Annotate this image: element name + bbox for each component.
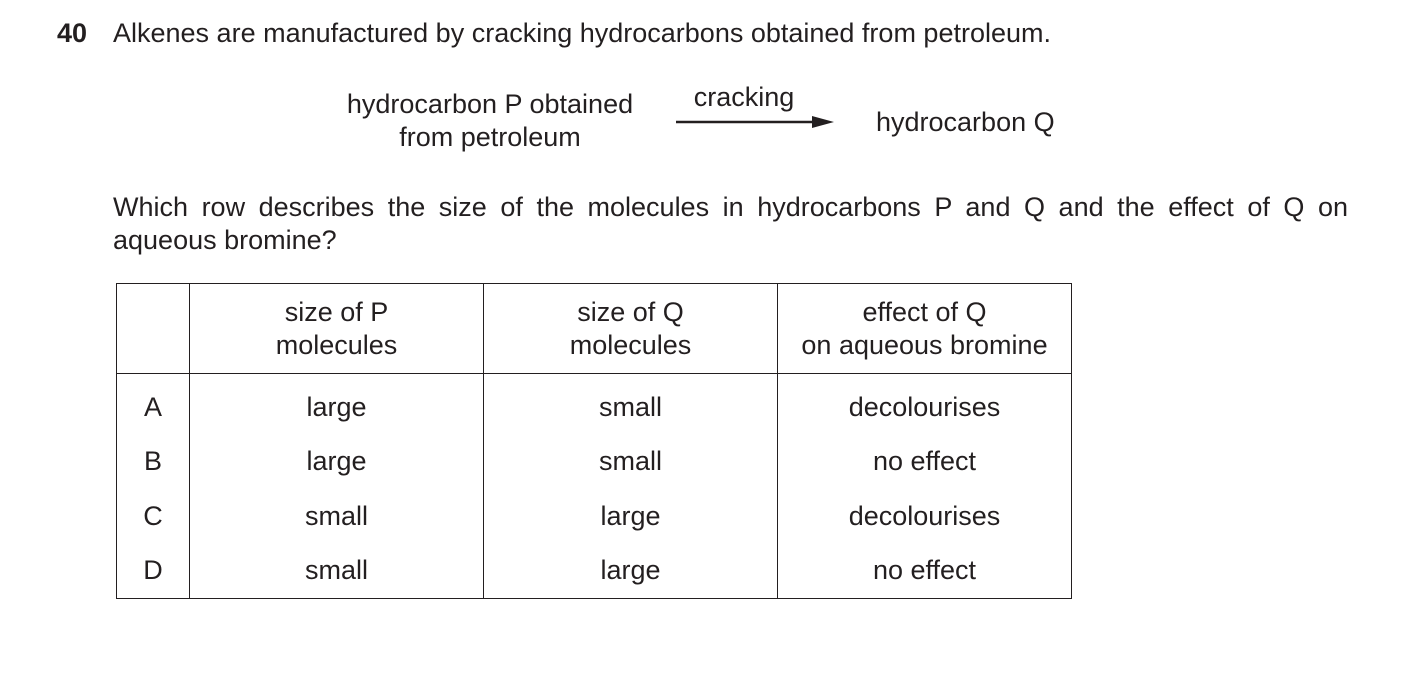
header-text: effect of Q [862, 296, 987, 327]
effect-cell: decolourises [778, 374, 1072, 435]
option-letter[interactable]: A [117, 374, 190, 435]
option-letter[interactable]: D [117, 544, 190, 599]
size-q-cell: small [484, 374, 778, 435]
header-cell-blank [117, 284, 190, 374]
size-q-cell: large [484, 544, 778, 599]
table-row[interactable] [117, 489, 1072, 544]
effect-cell: no effect [778, 544, 1072, 599]
effect-cell: no effect [778, 435, 1072, 490]
reaction-arrow-icon [676, 113, 836, 131]
answer-table [116, 283, 1072, 599]
table-header-row [117, 284, 1072, 374]
option-letter[interactable]: C [117, 489, 190, 544]
table-row[interactable] [117, 374, 1072, 435]
header-text: molecules [275, 329, 398, 360]
table-row[interactable] [117, 435, 1072, 490]
header-cell-effect [778, 284, 1072, 374]
size-p-cell: small [190, 489, 484, 544]
option-letter[interactable]: B [117, 435, 190, 490]
reactant-line-2: from petroleum [399, 122, 581, 152]
size-p-cell: small [190, 544, 484, 599]
size-p-cell: large [190, 435, 484, 490]
reactant-label [330, 88, 650, 154]
prompt-line-1: Which row describes the size of the molecules in hydrocarbons P and Q and the effect of Q on [113, 192, 1348, 222]
header-text: on aqueous bromine [801, 329, 1048, 360]
question-prompt [113, 191, 1348, 257]
size-q-cell: large [484, 489, 778, 544]
prompt-line-2: aqueous bromine? [113, 225, 337, 255]
size-q-cell: small [484, 435, 778, 490]
header-text: size of Q [577, 296, 684, 327]
header-cell-size-p [190, 284, 484, 374]
size-p-cell: large [190, 374, 484, 435]
arrow-label: cracking [693, 82, 795, 112]
product-label: hydrocarbon Q [876, 107, 1055, 137]
effect-cell: decolourises [778, 489, 1072, 544]
question-number: 40 [57, 18, 88, 48]
header-text: size of P [284, 296, 389, 327]
header-cell-size-q [484, 284, 778, 374]
table-row[interactable] [117, 544, 1072, 599]
reactant-line-1: hydrocarbon P obtained [346, 89, 634, 119]
question-stem: Alkenes are manufactured by cracking hydrocarbons obtained from petroleum. [113, 18, 1051, 48]
header-text: molecules [569, 329, 692, 360]
